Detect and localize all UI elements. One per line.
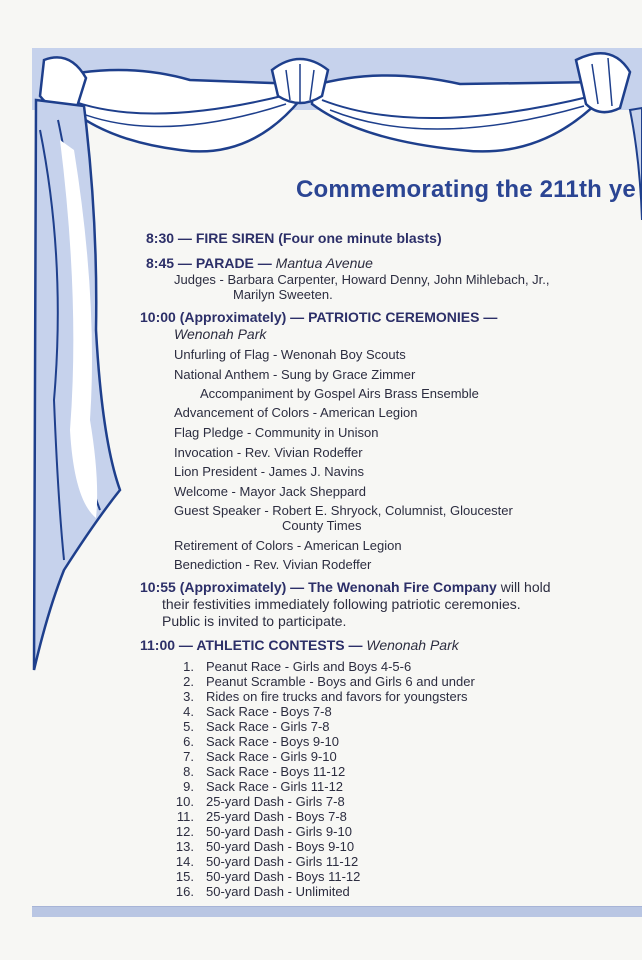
- contest-name: 50-yard Dash - Girls 9-10: [206, 824, 352, 839]
- contest-name: 50-yard Dash - Boys 11-12: [206, 869, 361, 884]
- contest-item: [172, 809, 347, 824]
- ceremony-item: Unfurling of Flag - Wenonah Boy Scouts: [174, 347, 406, 362]
- bottom-border: [32, 906, 642, 917]
- contest-number: 14.: [175, 854, 194, 869]
- parade-time: 8:45 —: [146, 255, 192, 271]
- contest-name: Sack Race - Boys 11-12: [206, 764, 346, 779]
- athletic-place: Wenonah Park: [366, 637, 459, 653]
- ceremony-item: Advancement of Colors - American Legion: [174, 405, 418, 420]
- contest-number: 4.: [183, 704, 194, 719]
- contest-item: [172, 704, 332, 719]
- ceremonies-label: PATRIOTIC CEREMONIES —: [308, 309, 498, 325]
- contest-number: 11.: [176, 809, 194, 824]
- ceremony-item: Guest Speaker - Robert E. Shryock, Columnist, Gloucester: [174, 503, 513, 518]
- contest-item: [172, 779, 343, 794]
- athletic-label: ATHLETIC CONTESTS —: [196, 637, 363, 653]
- contest-name: 50-yard Dash - Girls 11-12: [206, 854, 359, 869]
- contest-number: 15.: [175, 869, 194, 884]
- contest-item: [172, 719, 330, 734]
- contest-item: [172, 839, 354, 854]
- contest-number: 10.: [175, 794, 194, 809]
- contest-name: Sack Race - Boys 9-10: [206, 734, 339, 749]
- contest-item: [172, 884, 350, 899]
- ceremonies-time: 10:00 (Approximately) —: [140, 309, 305, 325]
- contest-number: 1.: [183, 659, 194, 674]
- ceremony-item: Retirement of Colors - American Legion: [174, 538, 402, 553]
- contest-item: [172, 674, 475, 689]
- fire-company-entry: [140, 580, 551, 595]
- contest-item: [172, 824, 352, 839]
- contest-name: Sack Race - Girls 11-12: [206, 779, 344, 794]
- contest-item: [172, 869, 360, 884]
- contest-number: 5.: [183, 719, 194, 734]
- siren-entry: [146, 231, 442, 246]
- contest-item: [172, 689, 468, 704]
- ceremony-item: Benediction - Rev. Vivian Rodeffer: [174, 557, 372, 572]
- contest-name: Peanut Scramble - Boys and Girls 6 and under: [206, 674, 475, 689]
- athletic-time: 11:00 —: [140, 637, 193, 653]
- parade-judges-line-2: Marilyn Sweeten.: [233, 287, 333, 302]
- contest-number: 12.: [175, 824, 194, 839]
- parade-entry: [146, 256, 373, 271]
- ceremony-item: National Anthem - Sung by Grace Zimmer: [174, 367, 416, 382]
- ceremony-item: Flag Pledge - Community in Unison: [174, 425, 379, 440]
- contest-name: Sack Race - Boys 7-8: [206, 704, 332, 719]
- contest-number: 7.: [183, 749, 194, 764]
- contest-number: 3.: [183, 689, 194, 704]
- ceremony-item: Lion President - James J. Navins: [174, 464, 365, 479]
- ceremony-item: Accompaniment by Gospel Airs Brass Ensemble: [200, 386, 479, 401]
- contest-name: 50-yard Dash - Boys 9-10: [206, 839, 355, 854]
- contest-number: 8.: [183, 764, 194, 779]
- page-title: Commemorating the 211th ye: [296, 176, 636, 203]
- fire-company-time: 10:55 (Approximately) —: [140, 579, 305, 595]
- parade-judges-line-1: Judges - Barbara Carpenter, Howard Denny, John Mihlebach, Jr.,: [174, 272, 550, 287]
- parade-place: Mantua Avenue: [275, 255, 373, 271]
- fire-company-label: The Wenonah Fire Company: [308, 579, 497, 595]
- contest-item: [172, 734, 339, 749]
- fire-company-rest: will hold: [500, 579, 551, 595]
- contest-name: Sack Race - Girls 7-8: [206, 719, 330, 734]
- contest-item: [172, 659, 411, 674]
- siren-label: FIRE SIREN (Four one minute blasts): [195, 230, 442, 246]
- ceremony-item: County Times: [282, 518, 362, 533]
- contest-item: [172, 794, 345, 809]
- contest-name: Peanut Race - Girls and Boys 4-5-6: [206, 659, 412, 674]
- contest-number: 2.: [183, 674, 194, 689]
- contest-name: Sack Race - Girls 9-10: [206, 749, 337, 764]
- athletic-entry: [140, 638, 459, 653]
- fire-company-line-3: Public is invited to participate.: [162, 613, 347, 629]
- contest-number: 9.: [183, 779, 194, 794]
- siren-time: 8:30 —: [146, 230, 192, 246]
- contest-name: Rides on fire trucks and favors for youngsters: [206, 689, 468, 704]
- contest-item: [172, 764, 345, 779]
- ceremonies-place: Wenonah Park: [174, 326, 267, 342]
- contest-number: 6.: [183, 734, 194, 749]
- contest-name: 25-yard Dash - Girls 7-8: [206, 794, 345, 809]
- ceremony-item: Welcome - Mayor Jack Sheppard: [174, 484, 366, 499]
- ceremonies-entry: [140, 310, 497, 325]
- fire-company-line-2: their festivities immediately following patriotic ceremonies.: [162, 596, 521, 612]
- contest-name: 25-yard Dash - Boys 7-8: [206, 809, 347, 824]
- contest-item: [172, 854, 358, 869]
- contest-item: [172, 749, 337, 764]
- ceremony-item: Invocation - Rev. Vivian Rodeffer: [174, 445, 363, 460]
- contest-name: 50-yard Dash - Unlimited: [206, 884, 350, 899]
- parade-label: PARADE —: [195, 255, 272, 271]
- contest-number: 16.: [175, 884, 194, 899]
- contest-number: 13.: [175, 839, 194, 854]
